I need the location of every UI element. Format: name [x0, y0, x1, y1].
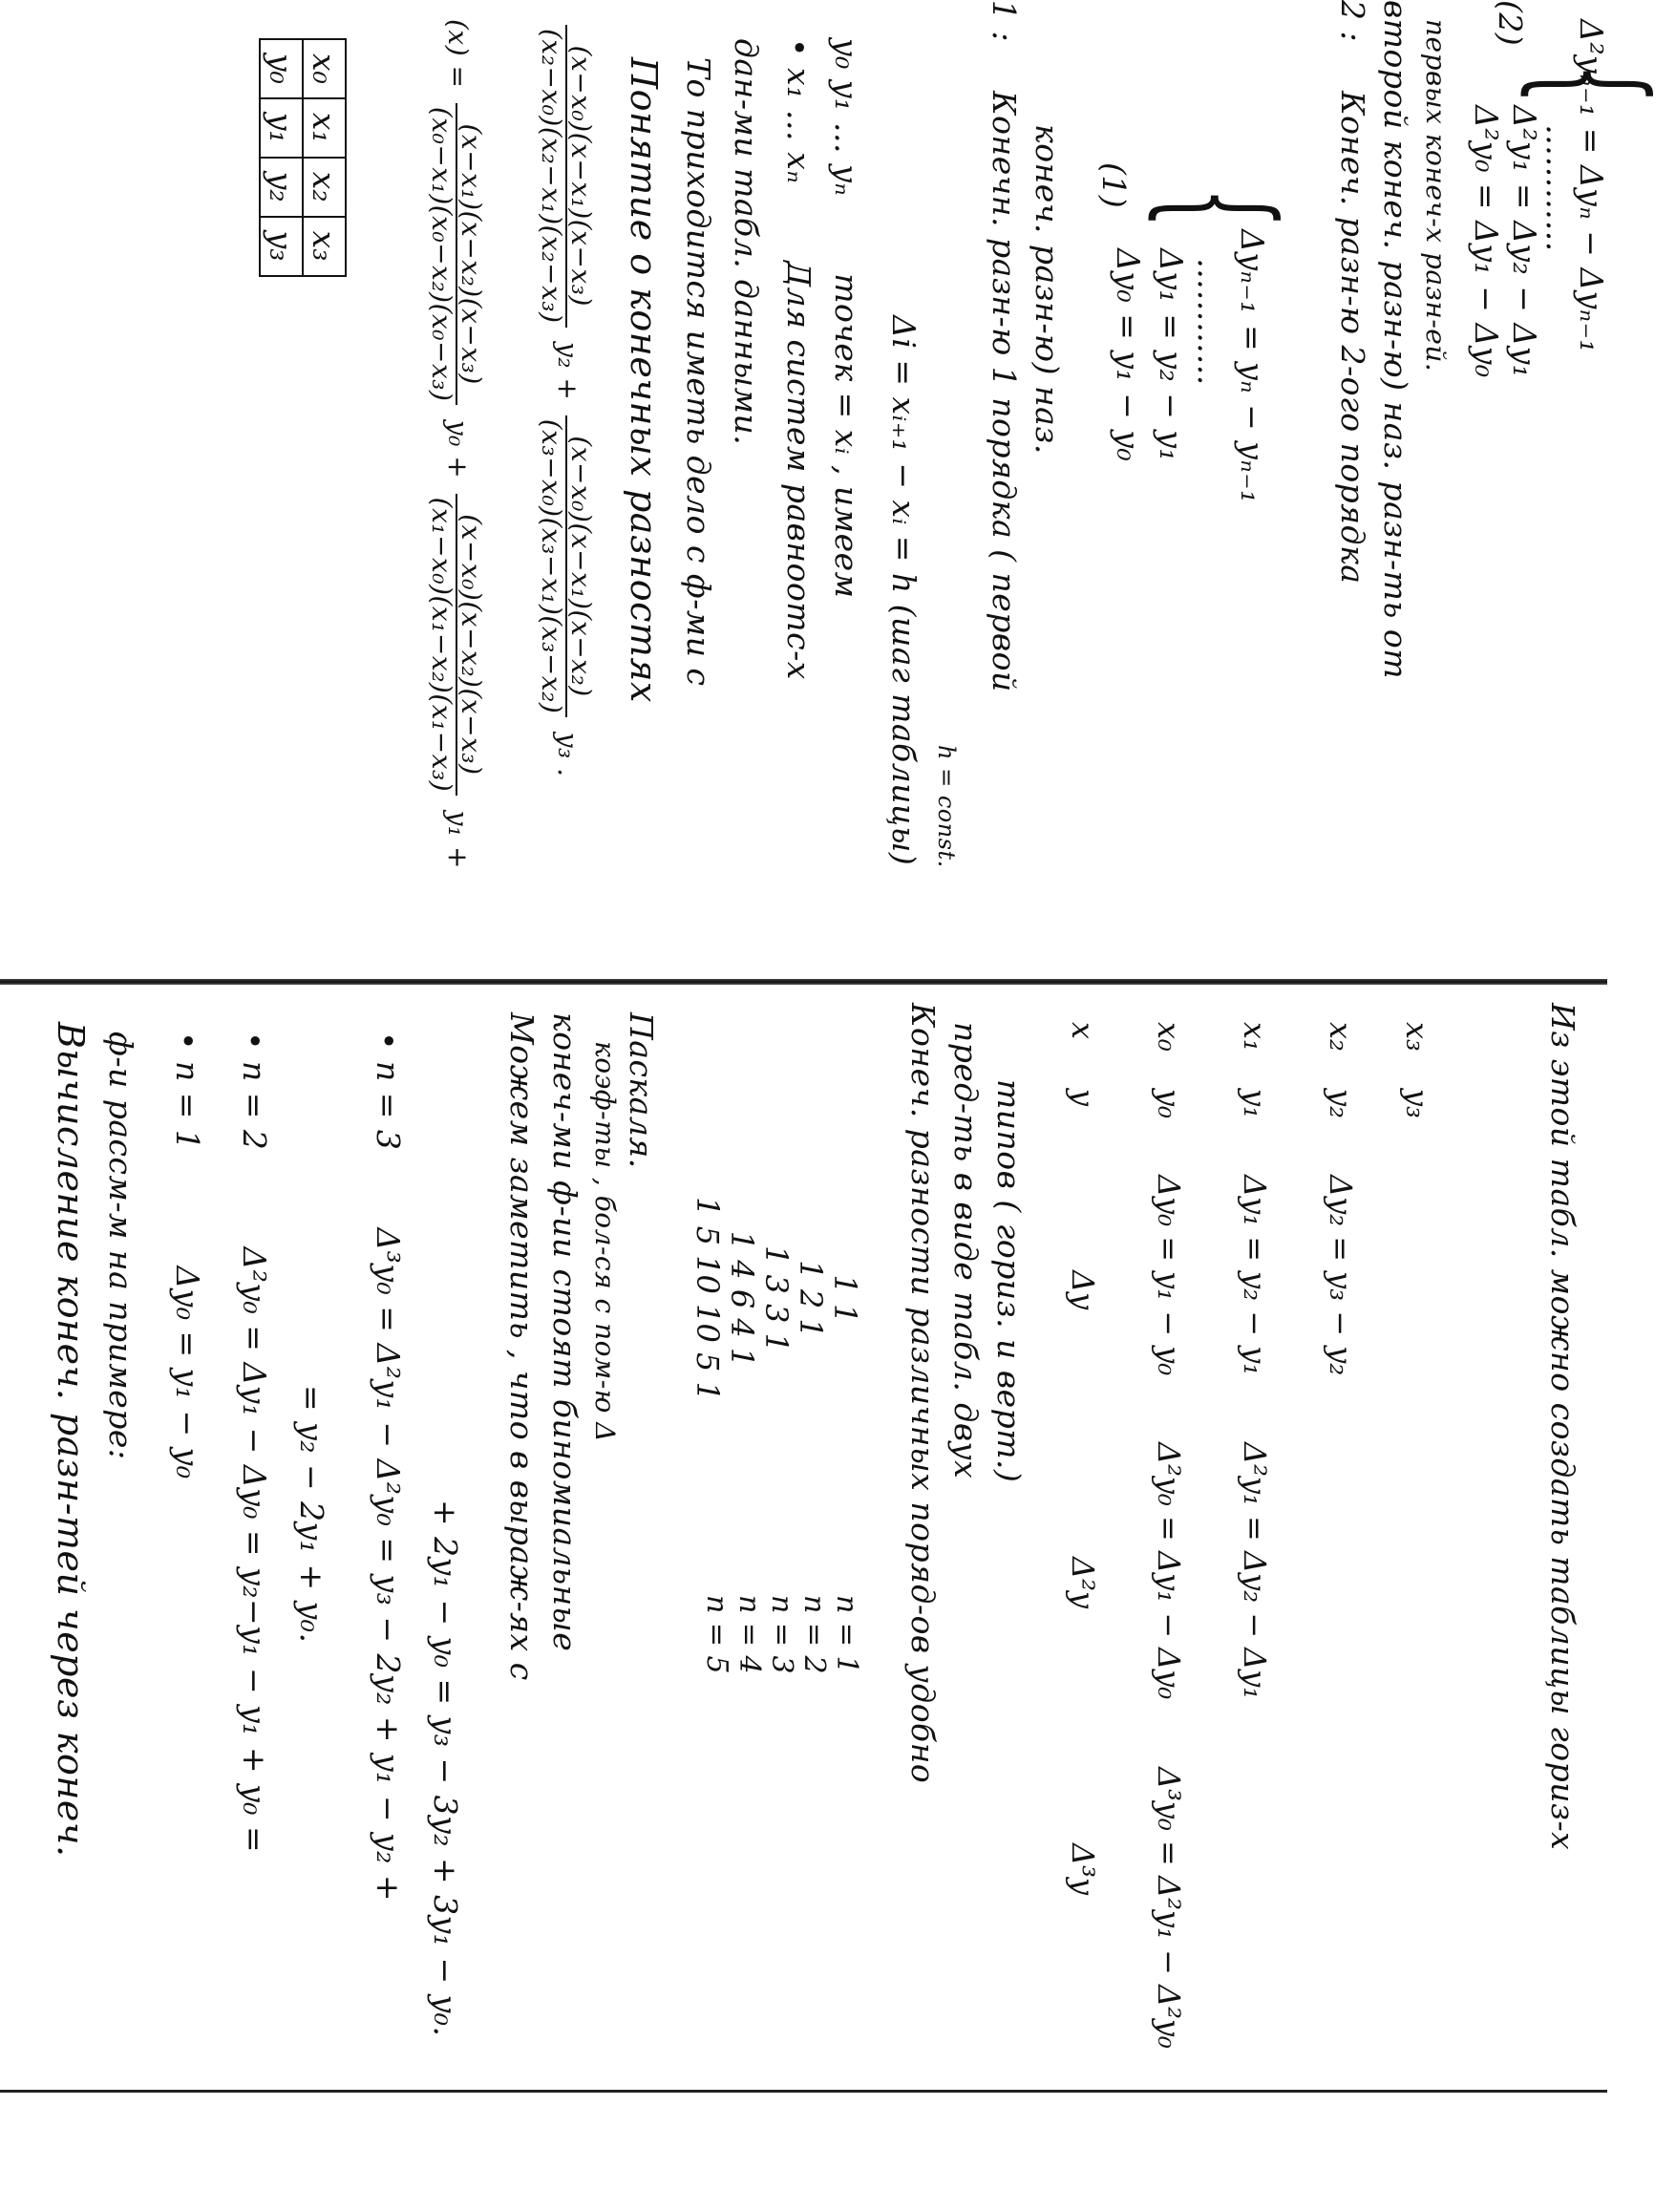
text-line: Вычисление конеч. разн-тей через конеч.	[50, 1022, 92, 1858]
case-label: • n = 2	[236, 1032, 273, 1151]
n-item: n = 3	[765, 1595, 798, 1674]
term-y: y₂ +	[552, 341, 584, 401]
text-line	[1334, 0, 1371, 585]
text-line: конеч-ми ф-ии стоят биномиальные	[546, 1012, 583, 1652]
right-column	[0, 1003, 1607, 2082]
text-line: второй конеч. разн-ю) наз. разн-ть от	[1377, 0, 1414, 680]
text-line: дан-ми табл. данными.	[728, 38, 765, 446]
n-item: n = 1	[830, 1595, 863, 1674]
fraction	[427, 494, 485, 797]
page-edge	[0, 2090, 1607, 2093]
term-y: y₁ +	[442, 810, 475, 869]
text-line: Из этой табл. можно создать таблицы гориз-х	[1544, 1003, 1581, 1851]
numerator: (x−x₀)(x−x₁)(x−x₃)	[565, 25, 595, 328]
lagrange-formula-cont	[537, 19, 595, 777]
denominator: (x₀−x₁)(x₀−x₂)(x₀−x₃)	[425, 106, 457, 402]
equation: …………	[1539, 124, 1577, 252]
text-line: Паскаля.	[623, 1012, 660, 1169]
lagrange-formula	[427, 19, 485, 869]
text-line: первых конеч-х разн-ей.	[1420, 19, 1452, 372]
table-cell: x₁	[303, 98, 346, 158]
table-cell: Δy₂ = y₃ − y₂	[1323, 1175, 1359, 1376]
page-fold	[0, 979, 1607, 985]
header-cell: x	[1065, 1022, 1101, 1040]
equation: Δ²y₀ = Δy₁ − Δy₀	[1468, 105, 1505, 378]
case-eq: Δy₀ = y₁ − y₀	[169, 1266, 206, 1479]
case-line	[169, 1032, 206, 1479]
table-cell: x₃	[1399, 1022, 1435, 1052]
table-cell: y₃	[1399, 1089, 1435, 1118]
fraction	[537, 25, 595, 328]
table-cell: Δ³y₀ = Δ²y₁ − Δ²y₀	[1151, 1767, 1187, 2049]
case-label: • n = 1	[169, 1032, 206, 1151]
eq-number: (1)	[1095, 162, 1133, 209]
text-line: Можем заметить , что в выраж-ях с	[503, 1012, 541, 1681]
term-y: y₀ +	[442, 419, 475, 479]
table-cell: y₀	[1151, 1089, 1187, 1118]
table-cell: y₁	[260, 98, 303, 158]
term-y: y₃ .	[552, 732, 584, 777]
lagrange-lhs: (x) =	[442, 19, 475, 89]
equation: …………	[1191, 258, 1228, 386]
numerator: (x−x₀)(x−x₂)(x−x₃)	[456, 494, 485, 797]
header-cell: Δ³y	[1065, 1843, 1101, 1896]
denominator: (x₁−x₀)(x₁−x₂)(x₁−x₃)	[425, 497, 457, 793]
equation: Δyₙ₋₁ = yₙ − yₙ₋₁	[1234, 229, 1271, 503]
text-line	[828, 38, 865, 599]
equation: Δ²y₁ = Δy₂ − Δy₁	[1506, 105, 1543, 378]
table-cell: Δy₁ = y₂ − y₁	[1237, 1175, 1273, 1376]
equation: Δ²yₙ₋₁ = Δyₙ − Δyₙ₋₁	[1573, 19, 1610, 353]
row-x: • x₁ … xₙ	[780, 38, 817, 184]
pascal-triangle	[690, 1060, 862, 1538]
numerator: (x−x₀)(x−x₁)(x−x₂)	[565, 415, 595, 718]
numerator: (x−x₁)(x−x₂)(x−x₃)	[456, 103, 485, 406]
text-line: конеч. разн-ю) наз.	[1029, 124, 1066, 455]
case-label: • n = 3	[370, 1032, 407, 1151]
table-cell: y₂	[1323, 1089, 1359, 1118]
h-const: h = const.	[933, 745, 960, 868]
brace: {	[1510, 63, 1676, 105]
n-item: n = 5	[700, 1595, 733, 1674]
xy-table	[259, 38, 347, 277]
header-cell: y	[1065, 1089, 1101, 1107]
text-line	[781, 38, 815, 680]
text-line	[986, 0, 1023, 692]
header-cell: Δ²y	[1065, 1557, 1101, 1609]
def-text: Конеч. разн-ю 2-ого порядка	[1334, 91, 1371, 585]
text-line: ф-и рассм-м на примере:	[102, 1032, 139, 1460]
case-eq: Δ²y₀ = Δy₁ − Δy₀ = y₂−y₁ − y₁ + y₀ =	[236, 1246, 273, 1854]
eq-number: (2)	[1492, 0, 1529, 47]
fraction	[427, 103, 485, 406]
text-line: типов ( гориз. и верт.)	[990, 1079, 1028, 1483]
table-cell: Δ²y₁ = Δy₂ − Δy₁	[1237, 1442, 1273, 1700]
system-text: Для систем равноотс-х	[780, 261, 817, 680]
denominator: (x₃−x₀)(x₃−x₁)(x₃−x₂)	[535, 418, 567, 714]
table-cell: x₀	[1151, 1022, 1187, 1052]
pascal-row: 1 4 6 4 1	[724, 1230, 760, 1368]
section-heading: Понятие о конечных разностях	[623, 57, 665, 703]
table-cell: x₃	[303, 217, 346, 276]
difference-table	[1053, 1022, 1483, 2073]
n-item: n = 4	[732, 1595, 766, 1674]
equation: Δy₀ = y₁ − y₀	[1110, 248, 1147, 462]
pascal-row: 1 3 3 1	[758, 1245, 795, 1352]
table-cell: x₁	[1237, 1022, 1273, 1052]
left-column	[0, 0, 1676, 965]
table-cell: x₂	[303, 158, 346, 217]
fraction	[537, 415, 595, 718]
denominator: (x₂−x₀)(x₂−x₁)(x₂−x₃)	[535, 29, 567, 324]
table-cell: y₃	[260, 217, 303, 276]
def-label: 2 :	[1334, 0, 1371, 43]
case-eq: Δ³y₀ = Δ²y₁ − Δ²y₀ = y₃ − 2y₂ + y₁ − y₂ +	[370, 1227, 407, 1903]
row-y: y₀ y₁ … yₙ	[828, 38, 865, 197]
text-line: Конеч. разности различных поряд-ов удобно	[904, 1003, 942, 1784]
equation: Δy₁ = y₂ − y₁	[1153, 248, 1190, 462]
def-text: Конечн. разн-ю 1 порядка ( первой	[986, 91, 1023, 692]
case-eq: = y₂ − 2y₁ + y₀.	[293, 1385, 330, 1644]
table-cell: y₂	[260, 158, 303, 217]
table-cell: y₁	[1237, 1089, 1273, 1118]
text-line: пред-ть в виде табл. двух	[947, 1022, 985, 1479]
text-line: коэф-ты , бол-ся с пом-ю Δ	[589, 1041, 621, 1442]
case-eq: + 2y₁ − y₀ = y₃ − 3y₂ + 3y₁ − y₀.	[427, 1499, 464, 2037]
step-formula: Δi = xᵢ₊₁ − xᵢ = h (шаг таблицы)	[885, 315, 923, 866]
pascal-row: 1 2 1	[793, 1260, 829, 1338]
n-list	[700, 1595, 862, 1674]
table-cell: y₀	[260, 39, 303, 98]
pascal-row: 1 5 10 10 5 1	[689, 1197, 726, 1401]
table-cell: Δ²y₀ = Δy₁ − Δy₀	[1151, 1442, 1187, 1700]
text-line: То приходится иметь дело с ф-ми с	[680, 57, 717, 687]
system-text: точек = xᵢ , имеем	[828, 273, 865, 599]
case-line	[236, 1032, 273, 1854]
pascal-row: 1 1	[827, 1274, 863, 1324]
def-label: 1 :	[986, 0, 1023, 43]
n-item: n = 2	[797, 1595, 831, 1674]
table-cell: Δy₀ = y₁ − y₀	[1151, 1175, 1187, 1376]
brace: {	[1137, 187, 1304, 229]
table-cell: x₂	[1323, 1022, 1359, 1052]
table-cell: x₀	[303, 39, 346, 98]
header-cell: Δy	[1065, 1270, 1101, 1310]
case-line	[370, 1032, 407, 1903]
